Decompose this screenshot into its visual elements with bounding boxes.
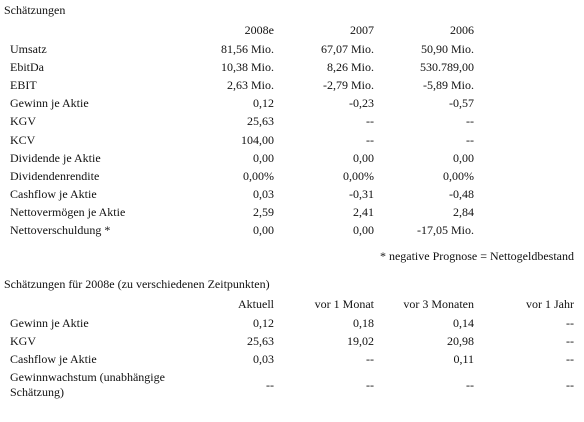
row-label-line: Gewinnwachstum (unabhängige — [10, 370, 165, 384]
column-header-vor-1-monat: vor 1 Monat — [314, 297, 374, 311]
table-cell: -- — [366, 132, 374, 147]
table-cell: 81,56 Mio. — [220, 42, 274, 56]
column-header-2007: 2007 — [350, 23, 374, 37]
table-cell: -- — [466, 378, 474, 392]
table-cell: -5,89 Mio. — [423, 78, 474, 93]
table-cell: 25,63 — [247, 334, 274, 348]
table-cell: 0,14 — [453, 316, 474, 330]
table-cell: 20,98 — [447, 334, 474, 348]
table-cell: -- — [566, 352, 574, 366]
table-cell: -- — [566, 316, 574, 330]
table-cell: 0,12 — [253, 316, 274, 330]
column-header-vor-1-jahr: vor 1 Jahr — [526, 297, 574, 311]
table-cell: 0,03 — [253, 186, 274, 201]
row-label-line: Schätzung) — [10, 385, 64, 399]
row-label: EBIT — [10, 78, 37, 93]
column-header-2008e: 2008e — [244, 23, 274, 37]
table-cell: 19,02 — [347, 334, 374, 348]
table-cell: -- — [366, 378, 374, 392]
table-cell: -- — [466, 132, 474, 147]
row-label: Nettoverschuldung * — [10, 223, 111, 237]
table-cell: 0,00% — [243, 168, 274, 183]
table-cell: -- — [366, 352, 374, 366]
table-cell: -2,79 Mio. — [323, 78, 374, 93]
table-cell: 2,59 — [253, 204, 274, 219]
table-cell: 0,11 — [453, 352, 474, 366]
table-cell: 0,00 — [453, 150, 474, 165]
table-cell: 2,63 Mio. — [226, 78, 274, 93]
table-cell: 2,41 — [353, 204, 374, 219]
table-cell: -0,31 — [349, 186, 374, 201]
table-cell: 8,26 Mio. — [326, 60, 374, 75]
table-cell: 2,84 — [453, 204, 474, 219]
row-label: Umsatz — [10, 42, 47, 56]
table-cell: -0,23 — [349, 96, 374, 111]
row-label: EbitDa — [10, 60, 44, 75]
table-cell: -- — [366, 114, 374, 129]
table-cell: 25,63 — [247, 114, 274, 129]
table-cell: 0,18 — [353, 316, 374, 330]
table-cell: 10,38 Mio. — [220, 60, 274, 75]
table-cell: 0,00% — [443, 168, 474, 183]
table-cell: 67,07 Mio. — [320, 42, 374, 56]
row-label: Cashflow je Aktie — [10, 186, 97, 201]
table-cell: -0,48 — [449, 186, 474, 201]
row-label: Dividende je Aktie — [10, 150, 101, 165]
table-cell: 0,00 — [253, 150, 274, 165]
table-cell: 0,00 — [253, 223, 274, 237]
table-cell: 0,00% — [343, 168, 374, 183]
row-label: Gewinn je Aktie — [10, 316, 89, 330]
footnote: * negative Prognose = Nettogeldbestand — [379, 249, 574, 263]
table-cell: -- — [466, 114, 474, 129]
row-label: KGV — [10, 334, 36, 348]
column-header-2006: 2006 — [450, 23, 474, 37]
table-cell: -- — [266, 378, 274, 392]
row-label: KCV — [10, 132, 36, 147]
column-header-aktuell: Aktuell — [238, 297, 274, 311]
row-label: KGV — [10, 114, 36, 129]
table-cell: 0,12 — [253, 96, 274, 111]
section-title-estimates-2008e: Schätzungen für 2008e (zu verschiedenen Zeitpunkten) — [4, 277, 270, 291]
row-label: Dividendenrendite — [10, 168, 100, 183]
table-cell: 0,00 — [353, 223, 374, 237]
table-cell: 104,00 — [241, 132, 274, 147]
row-label: Gewinn je Aktie — [10, 96, 89, 111]
section-title-estimates: Schätzungen — [4, 3, 66, 17]
table-cell: -- — [566, 378, 574, 392]
table-cell: -0,57 — [449, 96, 474, 111]
row-label: Nettovermögen je Aktie — [10, 204, 126, 219]
table-cell: 0,03 — [253, 352, 274, 366]
table-cell: 50,90 Mio. — [420, 42, 474, 56]
column-header-vor-3-monaten: vor 3 Monaten — [403, 297, 474, 311]
table-cell: -17,05 Mio. — [417, 223, 474, 237]
row-label: Cashflow je Aktie — [10, 352, 97, 366]
table-cell: -- — [566, 334, 574, 348]
table-cell: 0,00 — [353, 150, 374, 165]
table-cell: 530.789,00 — [420, 60, 474, 75]
